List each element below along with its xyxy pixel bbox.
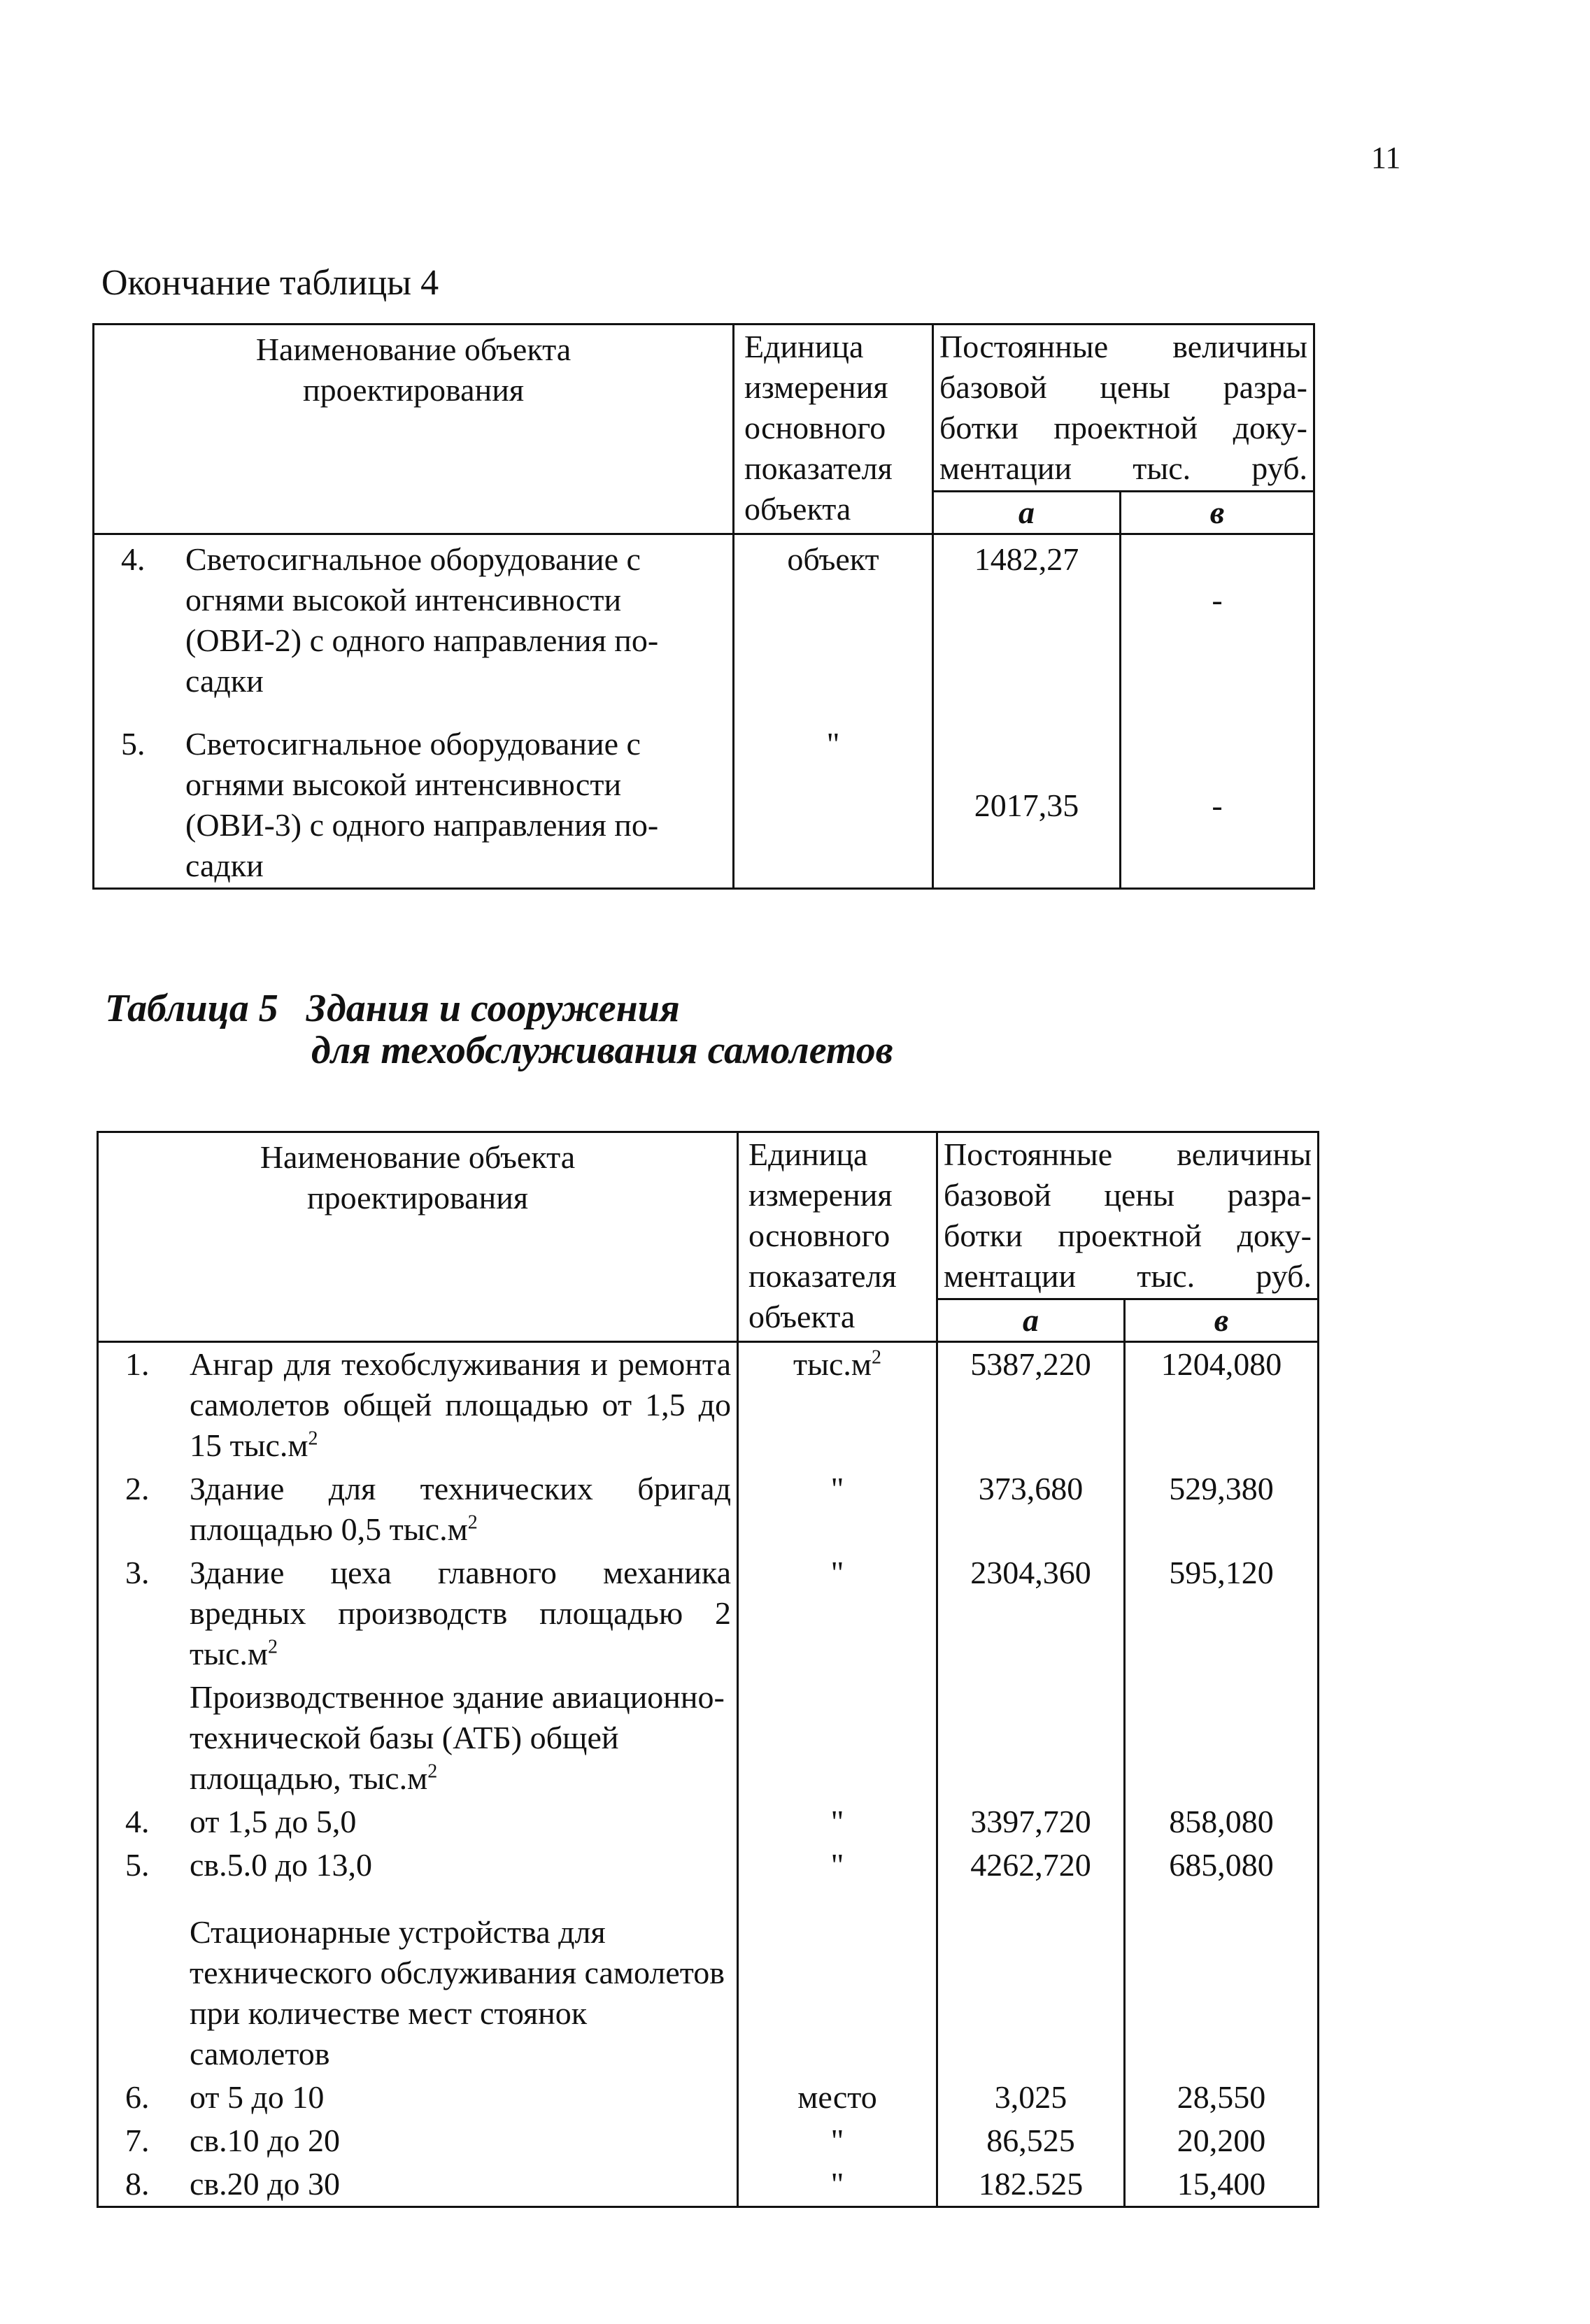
row-value-a: 3,025 — [937, 2076, 1125, 2119]
row-number: 2. — [125, 1471, 150, 1506]
table-row — [98, 2076, 1319, 2119]
row-value-b — [1125, 1887, 1319, 2076]
table-row — [98, 2162, 1319, 2207]
row-text: св.5.0 до 13,0 — [190, 1847, 373, 1883]
row-value-b — [1125, 1676, 1319, 1800]
table4-header-unit: Единица измерения основного показателя объекта — [734, 325, 933, 534]
row-value-a — [937, 1676, 1125, 1800]
table-row — [98, 1467, 1319, 1551]
row-number — [104, 1677, 190, 1799]
row-value-a: 373,680 — [937, 1467, 1125, 1551]
row-text: св.10 до 20 — [190, 2123, 341, 2158]
table5 — [97, 1131, 1319, 2208]
row-number: 5. — [125, 1847, 150, 1883]
row-unit: $тыс.м^2$ — [738, 1342, 937, 1468]
row-number: 5. — [121, 726, 145, 762]
row-number: 1. — [125, 1346, 150, 1382]
table-row — [98, 1800, 1319, 1844]
row-value-a — [937, 1887, 1125, 2076]
row-value-b: - — [1121, 703, 1314, 889]
row-value-b: 529,380 — [1125, 1467, 1319, 1551]
row-text: Стационарные устройства для технического обслуживания самолетов при количестве мест стоянок самолетов — [190, 1914, 725, 2072]
table5-header-unit: Единица измерения основного показателя объекта — [738, 1132, 937, 1342]
row-number: 6. — [125, 2079, 150, 2115]
row-text: от 5 до 10 — [190, 2079, 325, 2115]
row-text: от 1,5 до 5,0 — [190, 1804, 357, 1839]
row-value-a: 182.525 — [937, 2162, 1125, 2207]
row-unit: " — [738, 2162, 937, 2207]
row-value-b: 15,400 — [1125, 2162, 1319, 2207]
row-value-a: 2017,35 — [933, 703, 1121, 889]
row-text: Светосигнальное оборудование с огнями высокой интенсивности (ОВИ-3) с одного направления по- садки — [185, 726, 659, 883]
row-text: Светосигнальное оборудование с огнями высокой интенсивности (ОВИ-2) с одного направления по- садки — [185, 541, 659, 699]
row-unit: " — [734, 703, 933, 889]
row-unit: " — [738, 2119, 937, 2162]
table-row — [98, 2119, 1319, 2162]
table-row — [94, 534, 1314, 704]
page-number: 11 — [1371, 141, 1401, 175]
row-number: 4. — [121, 541, 145, 577]
table-row — [98, 1342, 1319, 1468]
table5-caption-line2: для техобслуживания самолетов — [311, 1029, 893, 1072]
row-number — [104, 1912, 190, 2074]
row-value-b: 1204,080 — [1125, 1342, 1319, 1468]
table4 — [92, 323, 1315, 890]
table-row — [98, 1844, 1319, 1887]
table4-header-values: Постоянные величины базовой цены разра- ботки проектной доку- ментации тыс. руб. — [933, 325, 1314, 492]
row-text: Здание цеха главного механика вредных производств площадью 2 $тыс.м^2$ — [190, 1555, 731, 1671]
row-number: 4. — [125, 1804, 150, 1839]
table5-header-name: Наименование объекта проектирования — [98, 1132, 738, 1342]
row-unit: " — [738, 1467, 937, 1551]
row-text: Производственное здание авиационно-технической базы (АТБ) общей площадью, $тыс.м^2$ — [190, 1679, 725, 1796]
row-unit: " — [738, 1800, 937, 1844]
row-value-b: 685,080 — [1125, 1844, 1319, 1887]
table5-col-a: а — [937, 1299, 1125, 1342]
table-row — [98, 1887, 1319, 2076]
row-number: 7. — [125, 2123, 150, 2158]
table5-header-values: Постоянные величины базовой цены разра- ботки проектной доку- ментации тыс. руб. — [937, 1132, 1319, 1299]
row-text: Ангар для техобслуживания и ремонта самолетов общей площадью от 1,5 до 15 $тыс.м^2$ — [190, 1346, 731, 1463]
row-number: 8. — [125, 2166, 150, 2202]
table4-col-b: в — [1121, 492, 1314, 534]
row-unit — [738, 1676, 937, 1800]
row-value-b: 595,120 — [1125, 1551, 1319, 1676]
row-value-a: 4262,720 — [937, 1844, 1125, 1887]
row-number: 3. — [125, 1555, 150, 1590]
row-unit — [738, 1887, 937, 2076]
row-unit: место — [738, 2076, 937, 2119]
row-text: св.20 до 30 — [190, 2166, 341, 2202]
row-unit: " — [738, 1844, 937, 1887]
row-unit: " — [738, 1551, 937, 1676]
row-text: Здание для технических бригад площадью 0,5 $тыс.м^2$ — [190, 1471, 731, 1547]
table5-col-b: в — [1125, 1299, 1319, 1342]
row-value-b: 28,550 — [1125, 2076, 1319, 2119]
row-value-b: 858,080 — [1125, 1800, 1319, 1844]
table4-caption: Окончание таблицы 4 — [101, 263, 439, 303]
row-value-a: 1482,27 — [933, 534, 1121, 704]
row-value-a: 2304,360 — [937, 1551, 1125, 1676]
row-unit: объект — [734, 534, 933, 704]
table-row — [98, 1551, 1319, 1676]
row-value-b: - — [1121, 534, 1314, 704]
table4-header-name: Наименование объекта проектирования — [94, 325, 734, 534]
table-row — [98, 1676, 1319, 1800]
table-row — [94, 703, 1314, 889]
table5-caption-line1: Таблица 5 Здания и сооружения — [105, 987, 680, 1030]
table4-col-a: а — [933, 492, 1121, 534]
row-value-a: 5387,220 — [937, 1342, 1125, 1468]
row-value-b: 20,200 — [1125, 2119, 1319, 2162]
row-value-a: 3397,720 — [937, 1800, 1125, 1844]
row-value-a: 86,525 — [937, 2119, 1125, 2162]
